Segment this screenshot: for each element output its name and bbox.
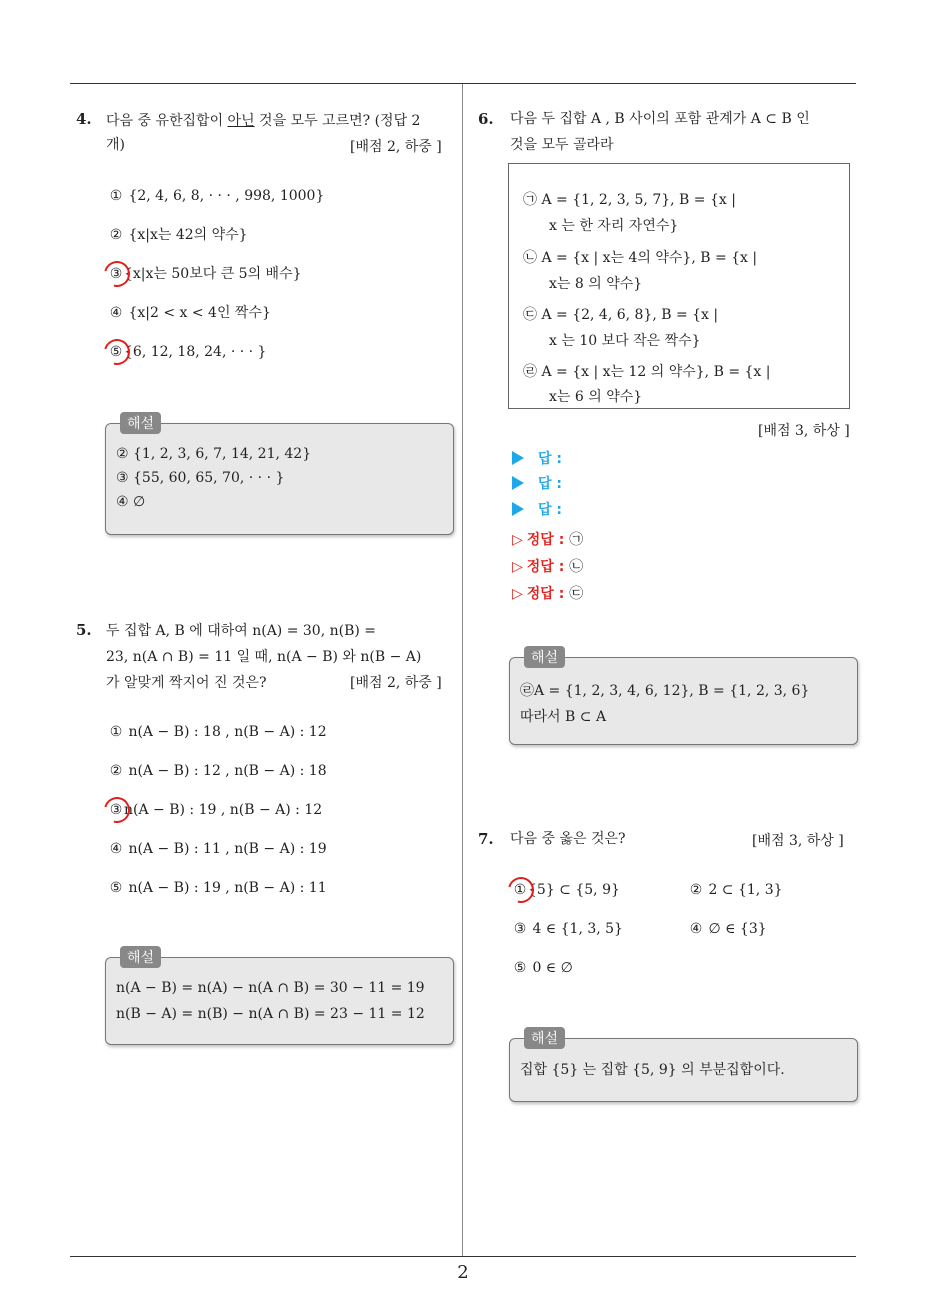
q5-hint-box — [105, 950, 454, 1045]
box-line: ㉡ A = {x | x는 4의 약수}, B = {x | — [523, 250, 758, 266]
answer-blank-2[interactable]: 답 : — [512, 473, 562, 493]
hint-line: ③ {55, 60, 65, 70, · · · } — [116, 470, 285, 486]
correct-answer-1: ▷ 정답 : ㉠ — [512, 532, 584, 548]
hint-line: n(A − B) = n(A) − n(A ∩ B) = 30 − 11 = 19 — [116, 980, 425, 996]
box-line: ㉠ A = {1, 2, 3, 5, 7}, B = {x | — [523, 192, 736, 208]
hint-line: n(B − A) = n(B) − n(A ∩ B) = 23 − 11 = 12 — [116, 1006, 425, 1022]
q7-option-5[interactable]: ⑤ 0 ∈ ∅ — [513, 960, 573, 976]
play-triangle-icon — [512, 476, 524, 490]
box-line: x 는 한 자리 자연수} — [549, 218, 679, 234]
q5-line2: 23, n(A ∩ B) = 11 일 때, n(A − B) 와 n(B − A) — [106, 649, 422, 665]
box-line: ㉢ A = {2, 4, 6, 8}, B = {x | — [523, 307, 719, 323]
q6-line2: 것을 모두 골라라 — [510, 137, 614, 153]
q7-hint-box — [509, 1031, 858, 1102]
answer-circle-mark: ③ — [109, 802, 123, 818]
column-divider — [462, 84, 463, 1256]
q7-option-4[interactable]: ④ ∅ ∈ {3} — [689, 921, 767, 937]
play-triangle-icon — [512, 502, 524, 516]
q6-number: 6. — [478, 110, 494, 128]
q5-option-5[interactable]: ⑤ n(A − B) : 19 , n(B − A) : 11 — [109, 880, 327, 896]
q7-option-2[interactable]: ② 2 ⊂ {1, 3} — [689, 882, 783, 898]
hint-label: 해설 — [524, 646, 565, 668]
box-line: x는 8 의 약수} — [549, 276, 643, 292]
q4-text: 다음 중 유한집합이 아닌 것을 모두 고르면? (정답 2 — [106, 113, 421, 129]
hint-line: ② {1, 2, 3, 6, 7, 14, 21, 42} — [116, 446, 312, 462]
correct-answer-3: ▷ 정답 : ㉢ — [512, 586, 584, 602]
q6-hint-box — [509, 650, 858, 745]
hint-label: 해설 — [120, 412, 161, 434]
correct-answer-2: ▷ 정답 : ㉡ — [512, 559, 584, 575]
q4-underlined: 아닌 — [227, 113, 255, 129]
q4-number: 4. — [76, 110, 92, 128]
q7-text: 다음 중 옳은 것은? — [510, 831, 626, 847]
q4-option-5[interactable]: ⑤ {6, 12, 18, 24, · · · } — [109, 344, 267, 360]
hint-line: ④ ∅ — [116, 494, 146, 510]
hint-line: ㉣A = {1, 2, 3, 4, 6, 12}, B = {1, 2, 3, 6} — [520, 683, 810, 699]
q5-option-1[interactable]: ① n(A − B) : 18 , n(B − A) : 12 — [109, 724, 327, 740]
page-number: 2 — [457, 1262, 469, 1283]
play-triangle-icon — [512, 451, 524, 465]
q4-text-line2: 개) — [106, 137, 125, 153]
top-rule — [70, 83, 856, 84]
hint-label: 해설 — [120, 946, 161, 968]
answer-blank-3[interactable]: 답 : — [512, 499, 562, 519]
q4-option-4[interactable]: ④ {x|2 < x < 4인 짝수} — [109, 305, 271, 321]
q4-option-2[interactable]: ② {x|x는 42의 약수} — [109, 227, 248, 243]
q6-score: [배점 3, 하상 ] — [758, 423, 850, 439]
q7-number: 7. — [478, 830, 494, 848]
q6-line1: 다음 두 집합 A , B 사이의 포함 관계가 A ⊂ B 인 — [510, 111, 810, 127]
outline-triangle-icon: ▷ — [512, 586, 523, 602]
hint-label: 해설 — [524, 1027, 565, 1049]
q4-option-3[interactable]: ③ {x|x는 50보다 큰 5의 배수} — [109, 266, 302, 282]
answer-circle-mark: ⑤ — [109, 344, 123, 360]
hint-line: 따라서 B ⊂ A — [520, 709, 607, 725]
box-line: x 는 10 보다 작은 짝수} — [549, 333, 701, 349]
answer-blank-1[interactable]: 답 : — [512, 448, 562, 468]
box-line: x는 6 의 약수} — [549, 389, 643, 405]
q5-number: 5. — [76, 621, 92, 639]
q7-score: [배점 3, 하상 ] — [752, 833, 844, 849]
box-line: ㉣ A = {x | x는 12 의 약수}, B = {x | — [523, 364, 771, 380]
q5-option-3[interactable]: ③ n(A − B) : 19 , n(B − A) : 12 — [109, 802, 323, 818]
q5-line3: 가 알맞게 짝지어 진 것은? — [106, 675, 267, 691]
answer-circle-mark: ③ — [109, 266, 123, 282]
q4-hint-box — [105, 416, 454, 535]
q7-option-1[interactable]: ① {5} ⊂ {5, 9} — [513, 882, 620, 898]
q6-sets-box — [508, 163, 850, 409]
q7-option-3[interactable]: ③ 4 ∈ {1, 3, 5} — [513, 921, 623, 937]
q4-score: [배점 2, 하중 ] — [350, 139, 442, 155]
answer-circle-mark: ① — [513, 882, 527, 898]
bottom-rule — [70, 1256, 856, 1257]
q4-option-1[interactable]: ① {2, 4, 6, 8, · · · , 998, 1000} — [109, 188, 325, 204]
q5-score: [배점 2, 하중 ] — [350, 675, 442, 691]
outline-triangle-icon: ▷ — [512, 532, 523, 548]
hint-line: 집합 {5} 는 집합 {5, 9} 의 부분집합이다. — [520, 1062, 785, 1078]
q5-option-2[interactable]: ② n(A − B) : 12 , n(B − A) : 18 — [109, 763, 327, 779]
q5-option-4[interactable]: ④ n(A − B) : 11 , n(B − A) : 19 — [109, 841, 327, 857]
q5-line1: 두 집합 A, B 에 대하여 n(A) = 30, n(B) = — [106, 623, 377, 639]
outline-triangle-icon: ▷ — [512, 559, 523, 575]
